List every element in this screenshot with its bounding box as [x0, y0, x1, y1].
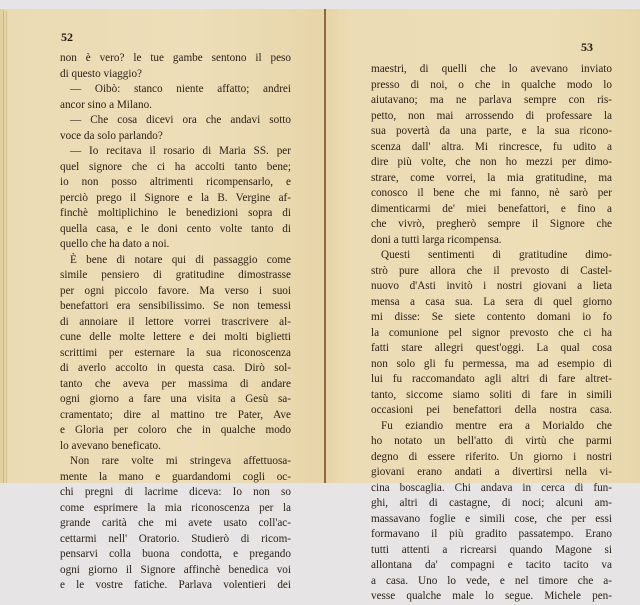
text-line: tutti attenti a ricrearsi quando Magone si	[371, 543, 612, 556]
text-line: ogni giorno il Signore affinchè benedica voi	[60, 563, 291, 576]
text-line: — Io recitava il rosario di Maria SS. per	[70, 145, 291, 157]
text-line: ancor sino a Milano.	[60, 98, 152, 111]
text-line: lo avevano beneficato.	[60, 439, 161, 452]
text-line: ogni giorno a fare una visita a Gesù sa-	[60, 393, 291, 405]
text-line: strare, come vorrei, la mia gratitudine, ma	[371, 171, 612, 184]
text-line: conosco il bene che mi fanno, nè sarò per	[371, 187, 612, 199]
right-page-text	[371, 62, 612, 605]
text-line: strò pure allora che il prevosto di Castel-	[371, 264, 612, 277]
text-line: che vivrò, pregherò sempre il Signore che	[371, 218, 612, 230]
text-line: — Oibò: stanco niente affatto; andrei	[70, 83, 291, 95]
text-line: finchè moltiplichino le benedizioni sopra di	[60, 207, 291, 219]
text-line: mente la mano e guardandomi cogli oc-	[60, 470, 291, 483]
text-line: sua povertà da una parte, e la sua ricono-	[371, 125, 612, 137]
page-number-left: 52	[61, 30, 73, 44]
text-line: perciò prego il Signore e la B. Vergine af-	[60, 191, 291, 204]
text-line: presso di noi, o che in qualche modo lo	[371, 78, 612, 91]
text-line: cramentato; dire al mattino tre Pater, Ave	[60, 408, 291, 421]
text-line: di averlo accolto in questa casa. Dirò sol-	[60, 362, 291, 374]
text-line: lui fu raccomandato agli altri di fare altret-	[371, 373, 612, 385]
text-line: degno di essere riferito. Un giorno i nostri	[371, 450, 612, 463]
page-edge-line	[3, 11, 4, 483]
text-line: dimenticarmi de' miei benefattori, e fino a	[371, 202, 612, 215]
text-line: di questo viaggio?	[60, 67, 143, 80]
text-line: io non posso altrimenti ricompensarlo, e	[60, 176, 291, 188]
text-line: Questi sentimenti di gratitudine dimo-	[381, 249, 612, 261]
text-line: come esprimere la mia riconoscenza per la	[60, 501, 291, 514]
text-line: e le vostre fatiche. Parlava volentieri dei	[60, 579, 291, 591]
open-book	[0, 9, 640, 602]
text-line: maestri, di quelli che lo avevano inviato	[371, 63, 612, 75]
text-line: chi pregni di lacrime diceva: Io non so	[60, 486, 291, 498]
text-line: cina boscaglia. Chi andava in cerca di fun-	[371, 481, 612, 494]
text-line: allontana da' compagni e tacito tacito va	[371, 559, 612, 571]
text-line: quello che ha dato a noi.	[60, 238, 170, 250]
text-line: mensa a casa sua. La sera di quel giorno	[371, 295, 612, 308]
text-line: Non rare volte mi stringeva affettuosa-	[70, 455, 291, 467]
text-line: tanto, siccome siamo soliti di fare in simili	[371, 388, 612, 401]
text-line: nuovo d'Asti invitò i nostri giovani a lieta	[371, 280, 612, 292]
text-line: pensarvi colla buona condotta, e pregando	[60, 548, 291, 560]
left-page	[0, 9, 324, 591]
text-line: — Che cosa dicevi ora che andavi sotto	[70, 114, 291, 126]
right-page	[326, 9, 640, 602]
text-line: giovani erano andati a divertirsi nella vi-	[371, 466, 612, 478]
text-line: mi disse: Se siete contento domani io fo	[371, 311, 612, 323]
text-line: cune delle molte lettere e dei molti biglietti	[60, 331, 291, 343]
text-line: scrittimi per esternare la sua riconoscenza	[60, 346, 291, 359]
text-line: per ogni piccolo favore. Ma verso i suoi	[60, 284, 291, 297]
text-line: formavano il più gradito passatempo. Erano	[371, 528, 612, 540]
text-line: tanto che aveva per massima di andare	[60, 377, 291, 390]
text-line: fatti stare allegri quest'oggi. La qual cosa	[371, 342, 612, 354]
text-line: voce da solo parlando?	[60, 129, 163, 142]
text-line: di annoiare il lettore vorrei trascrivere al-	[60, 315, 291, 328]
text-line: dire più volte, che non ho mezzi per dimo-	[371, 156, 612, 168]
text-line: non è vero? le tue gambe sentono il peso	[60, 52, 291, 64]
text-line: massavano foglie e simili cose, che per essi	[371, 512, 612, 525]
text-line: simile pensiero di gratitudine dimostrasse	[60, 269, 291, 281]
text-line: quella casa, e le doni cento volte tanto di	[60, 222, 291, 235]
text-line: vesse qualche male lo segue. Michele pen-	[371, 590, 612, 602]
text-line: grande carità che mi avete usato coll'ac-	[60, 517, 291, 529]
text-line: petto, non mai arrossendo di professare la	[371, 109, 612, 122]
text-line: la comunione pel signor prevosto che ci ha	[371, 326, 612, 339]
text-line: scenza dall' altra. Mi rincresce, fu udito a	[371, 140, 612, 153]
left-page-text	[60, 51, 291, 594]
text-line: ghi, altri di castagne, di noci; alcuni am-	[371, 497, 612, 509]
text-line: occasioni pei benefattori della nostra casa.	[371, 404, 612, 416]
text-line: non solo gli fu permessa, ma ad esempio di	[371, 357, 612, 370]
text-line: quel signore che ci ha accolti tanto bene;	[60, 160, 291, 173]
page-number-right: 53	[581, 40, 593, 54]
text-line: ho notato un bell'atto di virtù che parmi	[371, 435, 612, 447]
text-line: benefattori era sensibilissimo. Se non temessi	[60, 300, 291, 312]
text-line: a casa. Uno lo vede, e nel timore che a-	[371, 574, 612, 587]
text-line: cettarmi nell' Oratorio. Studierò di ricom-	[60, 532, 291, 545]
text-line: È bene di notare qui di passaggio come	[70, 253, 291, 266]
page-edge-line	[6, 11, 7, 483]
text-line: Fu eziandio mentre era a Morialdo che	[381, 419, 612, 432]
text-line: doni a tutti larga ricompensa.	[371, 233, 502, 246]
text-line: aiutavano; ma ne parlava sempre con ris-	[371, 94, 612, 106]
text-line: e Gloria per coloro che in qualche modo	[60, 424, 291, 436]
